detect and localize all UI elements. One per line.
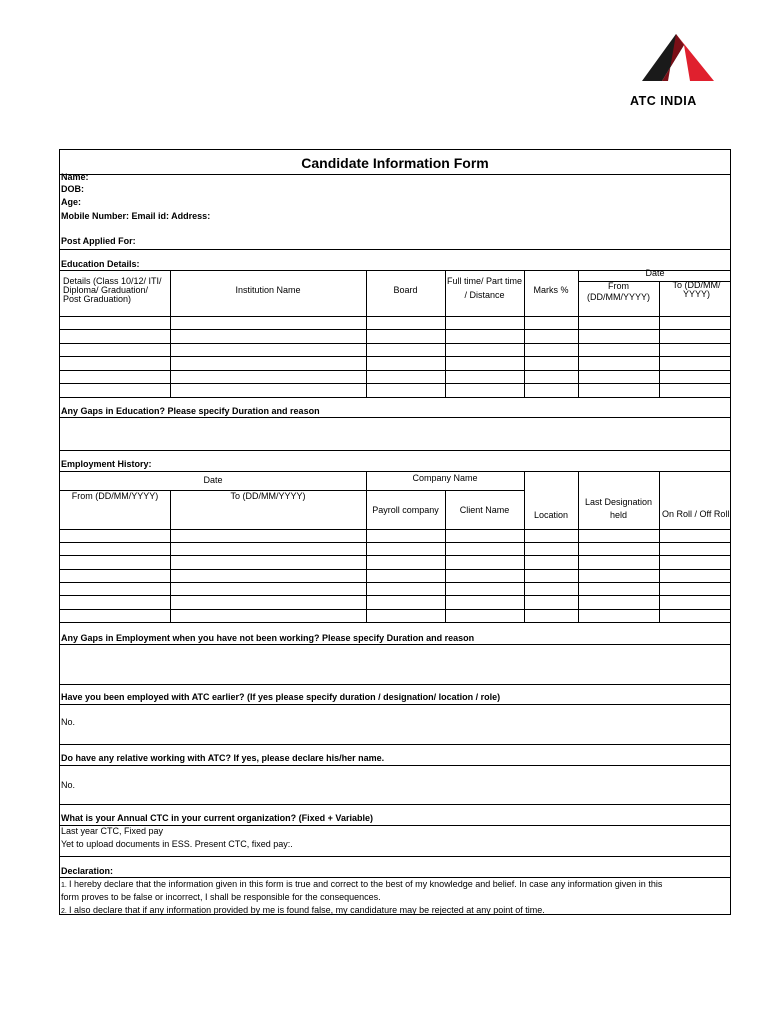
table-rule [60,555,730,556]
emp-col-location: Location [533,510,569,520]
dob-label: DOB: [61,184,84,194]
edu-col-details: Details (Class 10/12/ ITI/ Diploma/ Graduation/ Post Graduation) [63,276,162,304]
atc-earlier-question: Have you been employed with ATC earlier? (If yes please specify duration / designation/ location / role) [61,692,501,702]
form-title: Candidate Information Form [301,155,489,171]
ctc-line-1: Last year CTC, Fixed pay [61,826,164,836]
ctc-question: What is your Annual CTC in your current organization? (Fixed + Variable) [61,813,373,823]
edu-col-mode: Full time/ Part time / Distance [447,276,523,300]
table-rule [60,765,730,766]
edu-col-institution: Institution Name [235,285,301,295]
table-rule [60,595,730,596]
table-rule [60,356,730,357]
table-rule [60,744,730,745]
table-rule [578,471,579,623]
table-rule [60,529,730,530]
post-applied-label: Post Applied For: [61,236,136,246]
table-rule [60,622,730,623]
emp-col-to: To (DD/MM/YYYY) [230,491,306,501]
table-rule [60,877,730,878]
candidate-information-form [59,149,731,915]
contact-label: Mobile Number: Email id: Address: [61,211,211,221]
employment-heading: Employment History: [61,459,152,469]
table-rule [60,397,730,398]
table-rule [60,249,730,250]
table-rule [60,856,730,857]
table-rule [60,804,730,805]
table-rule [60,417,730,418]
table-rule [60,684,730,685]
atc-earlier-answer: No. [61,717,76,727]
edu-col-to: To (DD/MM/ YYYY) [672,280,721,299]
emp-col-payroll: Payroll company [372,505,439,515]
table-rule [366,471,367,623]
table-rule [60,174,730,175]
edu-col-board: Board [393,285,418,295]
table-rule [60,316,730,317]
name-label: Name: [61,172,89,182]
declaration-number-1: 1. [61,882,67,889]
table-rule [659,471,660,623]
table-rule [60,582,730,583]
atc-logo-mark [642,34,714,82]
edu-date-header: Date [645,268,665,278]
table-rule [524,471,525,623]
table-rule [60,343,730,344]
table-rule [60,644,730,645]
emp-col-from: From (DD/MM/YYYY) [71,491,159,501]
table-rule [60,609,730,610]
declaration-heading: Declaration: [61,866,114,876]
emp-company-header: Company Name [412,473,478,483]
emp-col-roll: On Roll / Off Roll [662,509,730,519]
table-rule [60,329,730,330]
table-rule [60,471,730,472]
education-gaps-question: Any Gaps in Education? Please specify Duration and reason [61,406,320,416]
declaration-item-1-line-1: I hereby declare that the information given in this form is true and correct to the best of my knowledge and belief. In case any information given in this [69,879,663,889]
edu-col-marks: Marks % [533,285,569,295]
logo-text: ATC INDIA [630,94,697,108]
table-rule [578,270,579,398]
table-rule [659,281,660,398]
ctc-line-2: Yet to upload documents in ESS. Present CTC, fixed pay:. [61,839,293,849]
relative-question: Do have any relative working with ATC? If yes, please declare his/her name. [61,753,385,763]
table-rule [60,383,730,384]
edu-col-from: From (DD/MM/YYYY) [587,281,650,302]
declaration-item-2: I also declare that if any information provided by me is found false, my candidature may be rejected at any point of time. [69,905,545,915]
table-rule [60,704,730,705]
age-label: Age: [61,197,81,207]
table-rule [60,542,730,543]
emp-col-designation: Last Designation held [584,497,653,520]
employment-gaps-question: Any Gaps in Employment when you have not been working? Please specify Duration and reason [61,633,475,643]
table-rule [60,450,730,451]
education-heading: Education Details: [61,259,140,269]
table-rule [445,270,446,398]
declaration-item-1-line-2: form proves to be false or incorrect, I shall be responsible for the consequences. [61,892,381,902]
emp-date-header: Date [203,475,223,485]
atc-logo [630,34,730,110]
table-rule [170,490,171,623]
declaration-number-2: 2. [61,908,67,915]
emp-col-client: Client Name [459,505,510,515]
relative-answer: No. [61,780,76,790]
table-rule [60,370,730,371]
table-rule [60,569,730,570]
